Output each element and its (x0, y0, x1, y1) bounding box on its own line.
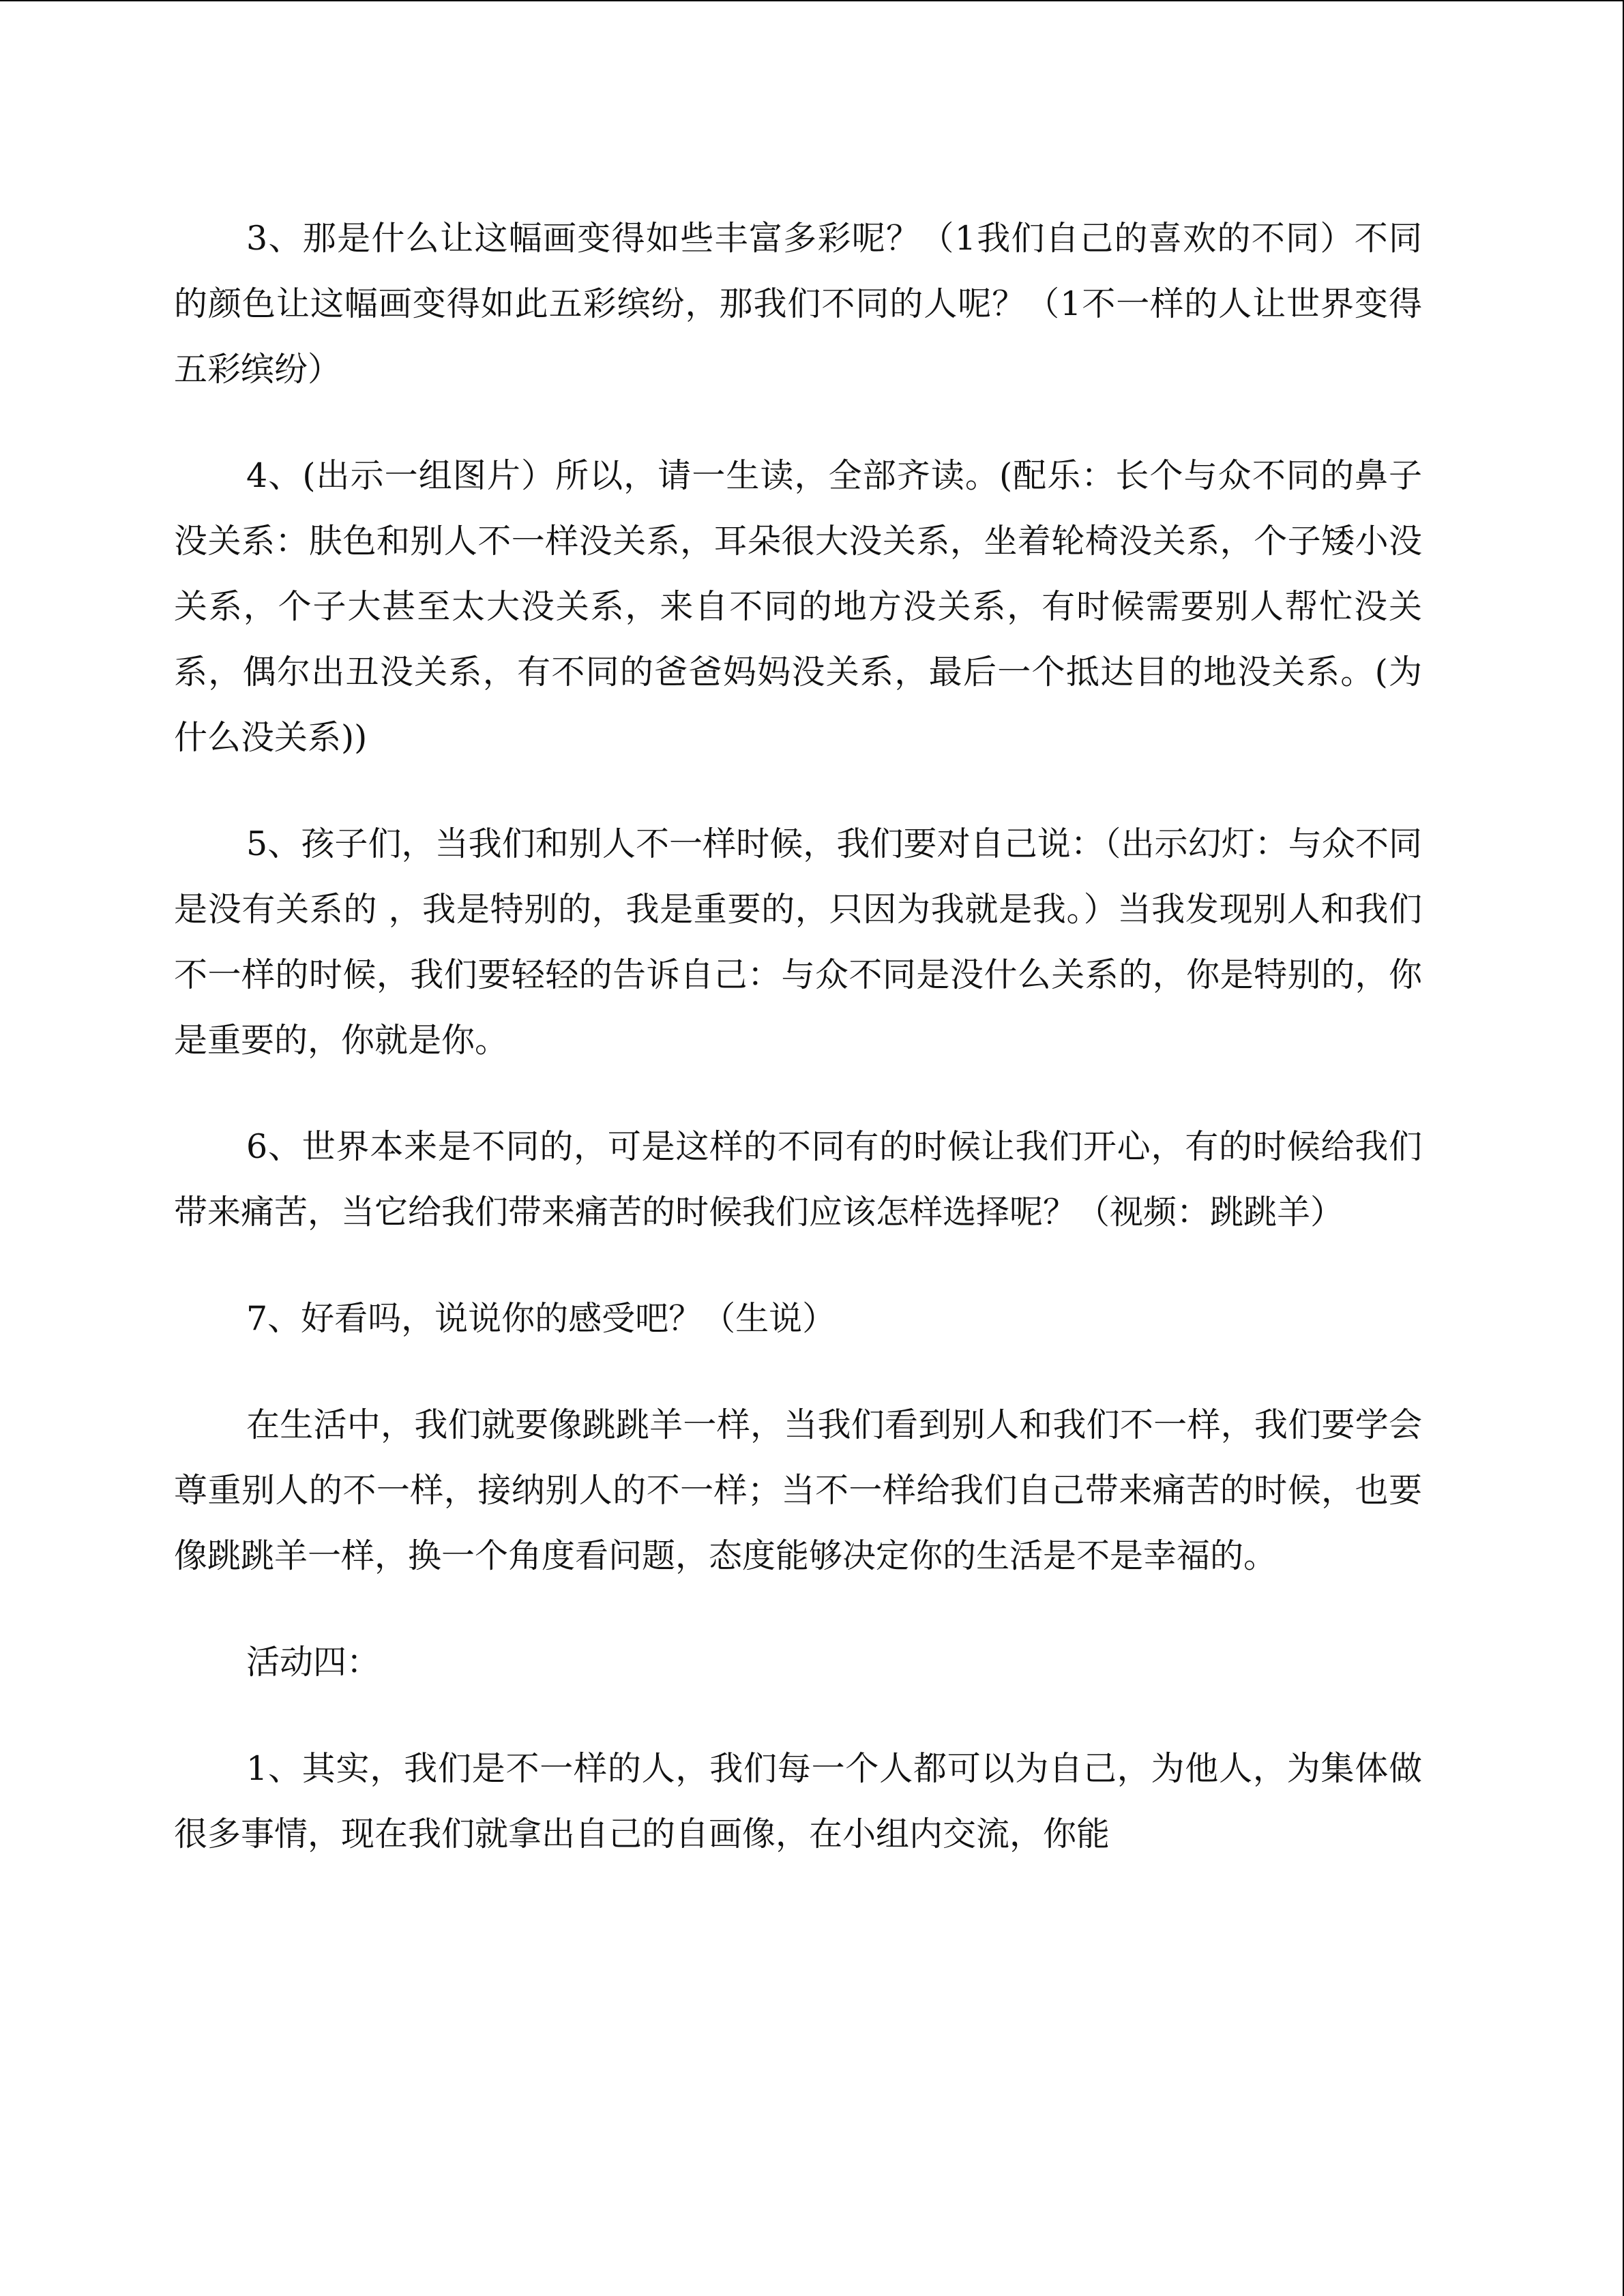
paragraph-1-self-portrait: 1、其实，我们是不一样的人，我们每一个人都可以为自己，为他人，为集体做很多事情，现在我们就拿出自己的自画像，在小组内交流，你能 (174, 1749, 1422, 1853)
paragraph-6-world-different: 6、世界本来是不同的，可是这样的不同有的时候让我们开心，有的时候给我们带来痛苦，当它给我们带来痛苦的时候我们应该怎样选择呢？（视频：跳跳羊） (174, 1127, 1422, 1232)
paragraph-3-colorful-painting: 3、那是什么让这幅画变得如些丰富多彩呢？（1我们自己的喜欢的不同）不同的颜色让这幅画变得如此五彩缤纷，那我们不同的人呢？（1不一样的人让世界变得五彩缤纷） (174, 219, 1422, 389)
paragraph-7-feelings: 7、好看吗，说说你的感受吧？（生说） (246, 1299, 836, 1338)
paragraph-5-tell-yourself: 5、孩子们，当我们和别人不一样时候，我们要对自己说：（出示幻灯：与众不同是没有关系的 ，我是特别的，我是重要的，只因为我就是我。）当我发现别人和我们不一样的时候，我们要轻轻的告诉自己：与众不同是没什么关系的，你是特别的，你是重要的，你就是你。 (174, 824, 1422, 1060)
document-body (174, 206, 1422, 1908)
paragraph-summary-jumping-sheep: 在生活中，我们就要像跳跳羊一样，当我们看到别人和我们不一样，我们要学会尊重别人的不一样，接纳别人的不一样；当不一样给我们自己带来痛苦的时候，也要像跳跳羊一样，换一个角度看问题，态度能够决定你的生活是不是幸福的。 (174, 1405, 1422, 1575)
paragraph-4-pictures-no-matter: 4、(出示一组图片）所以，请一生读，全部齐读。(配乐：长个与众不同的鼻子 没关系：肤色和别人不一样没关系，耳朵很大没关系，坐着轮椅没关系，个子矮小没关系，个子大甚至太大没关系，来自不同的地方没关系，有时候需要别人帮忙没关系，偶尔出丑没关系，有不同的爸爸妈妈没关系，最后一个抵达目的地没关系。(为什么没关系)) (174, 456, 1422, 757)
activity-four-heading: 活动四： (246, 1643, 381, 1682)
